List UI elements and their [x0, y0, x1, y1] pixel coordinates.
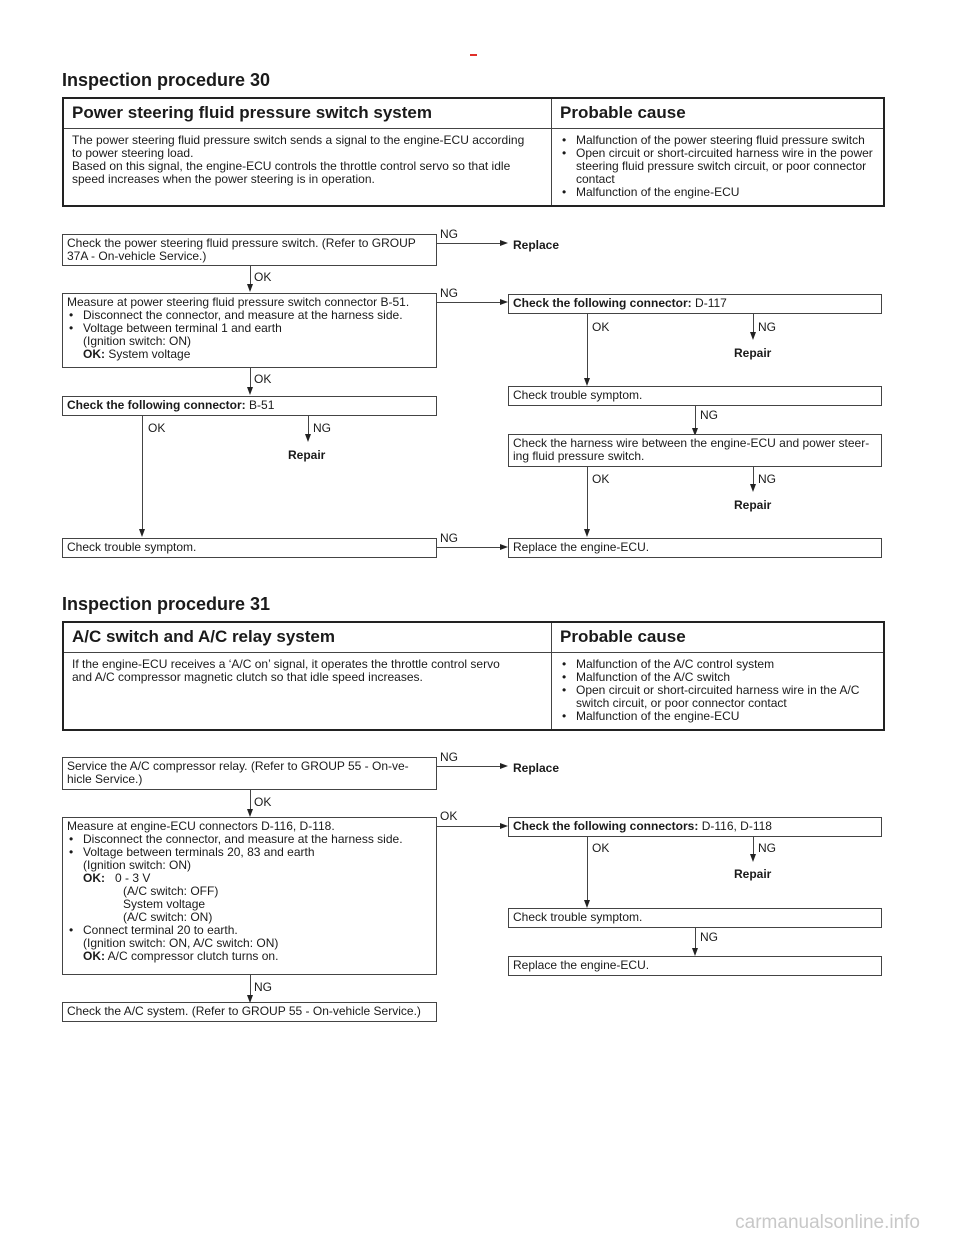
arrow-down-icon [139, 529, 145, 537]
ng-label: NG [440, 531, 458, 545]
system-name: Power steering fluid pressure switch system [72, 103, 432, 122]
arrow-right-icon [500, 763, 508, 769]
ng-label: NG [313, 421, 331, 435]
ok-label: OK [592, 472, 610, 486]
ok-label: OK [148, 421, 166, 435]
step-check-d117: Check the following connector: D-117 [508, 294, 882, 314]
ng-label: NG [758, 320, 776, 334]
cause-list [552, 653, 883, 729]
system-name: A/C switch and A/C relay system [72, 627, 335, 646]
repair-result: Repair [734, 346, 772, 360]
ng-label: NG [440, 227, 458, 241]
description: If the engine-ECU receives a ‘A/C on’ signal, it operates the throttle control servo and A/C compressor magnetic clutch so that idle speed increases. [72, 657, 500, 684]
step-check-trouble: Check trouble symptom. [508, 386, 882, 406]
procedure-30-title: Inspection procedure 30 [62, 70, 271, 90]
description: The power steering fluid pressure switch sends a signal to the engine-ECU according to power steering load. Based on this signal, the engine-ECU controls the throttle control servo so that idle speed increases when the power steering is in operation. [72, 133, 525, 186]
step-check-harness: Check the harness wire between the engine-ECU and power steer- ing fluid pressure switch. [508, 434, 882, 467]
procedure-31-table [62, 621, 885, 731]
probable-cause-header: Probable cause [560, 103, 686, 122]
procedure-30-table [62, 97, 885, 207]
arrow-right-icon [500, 544, 508, 550]
cause-list [552, 129, 883, 205]
arrow-right-icon [500, 240, 508, 246]
replace-result: Replace [513, 761, 560, 775]
repair-result: Repair [734, 498, 772, 512]
ok-label: OK [592, 841, 610, 855]
repair-result: Repair [734, 867, 772, 881]
ok-label: OK [592, 320, 610, 334]
ng-label: NG [758, 841, 776, 855]
cause-item: • Malfunction of the engine-ECU [560, 710, 875, 723]
ng-label: NG [700, 408, 718, 422]
step-check-trouble: Check trouble symptom. [508, 908, 882, 928]
step-check-switch: Check the power steering fluid pressure switch. (Refer to GROUP 37A - On-vehicle Service.) [62, 234, 437, 266]
probable-cause-header: Probable cause [560, 627, 686, 646]
arrow-down-icon [305, 434, 311, 442]
cause-item: • Malfunction of the power steering fluid pressure switch [560, 134, 875, 147]
arrow-down-icon [247, 387, 253, 395]
arrow-down-icon [247, 284, 253, 292]
ok-label: OK [254, 372, 272, 386]
step-check-connectors: Check the following connectors: D-116, D-118 [508, 817, 882, 837]
ok-label: OK [440, 809, 458, 823]
arrow-down-icon [584, 378, 590, 386]
ng-label: NG [440, 750, 458, 764]
step-replace-ecu: Replace the engine-ECU. [508, 538, 882, 558]
ng-label: NG [440, 286, 458, 300]
ok-label: OK [254, 270, 272, 284]
arrow-down-icon [750, 854, 756, 862]
ng-label: NG [254, 980, 272, 994]
arrow-right-icon [500, 823, 508, 829]
step-measure-b51: Measure at power steering fluid pressure switch connector B-51. • Disconnect the connector, and measure at the harness side. • Voltage between terminal 1 and earth (Ignition switch: ON) OK: System voltage [62, 293, 437, 368]
cause-item: • Open circuit or short-circuited harness wire in the A/C switch circuit, or poor connector contact [560, 684, 875, 710]
arrow-right-icon [500, 299, 508, 305]
cause-item: • Open circuit or short-circuited harness wire in the power steering fluid pressure switch circuit, or poor connector contact [560, 147, 875, 186]
arrow-down-icon [584, 529, 590, 537]
repair-result: Repair [288, 448, 326, 462]
ng-label: NG [758, 472, 776, 486]
step-check-trouble-left: Check trouble symptom. [62, 538, 437, 558]
replace-result: Replace [513, 238, 560, 252]
cause-item: • Malfunction of the A/C switch [560, 671, 875, 684]
arrow-down-icon [750, 332, 756, 340]
header-dash-mark [470, 54, 477, 56]
arrow-down-icon [247, 809, 253, 817]
step-check-ac-system: Check the A/C system. (Refer to GROUP 55 - On-vehicle Service.) [62, 1002, 437, 1022]
watermark: carmanualsonline.info [735, 1212, 920, 1233]
cause-item: • Malfunction of the A/C control system [560, 658, 875, 671]
step-measure-ecu: Measure at engine-ECU connectors D-116, D-118. • Disconnect the connector, and measure at the harness side. • Voltage between terminals 20, 83 and earth (Ignition switch: ON) OK: 0 - 3 V (A/C switch: OFF) System voltage (A/C switch: ON) • Connect terminal 20 to earth. (Ignition switch: ON, A/C switch: ON) OK: A/C compressor clutch turns on. [62, 817, 437, 975]
arrow-down-icon [584, 900, 590, 908]
arrow-down-icon [692, 948, 698, 956]
procedure-31-title: Inspection procedure 31 [62, 594, 271, 614]
step-service-relay: Service the A/C compressor relay. (Refer to GROUP 55 - On-ve- hicle Service.) [62, 757, 437, 790]
arrow-down-icon [750, 484, 756, 492]
step-replace-ecu: Replace the engine-ECU. [508, 956, 882, 976]
ng-label: NG [700, 930, 718, 944]
cause-item: • Malfunction of the engine-ECU [560, 186, 875, 199]
ok-label: OK [254, 795, 272, 809]
step-check-b51: Check the following connector: B-51 [62, 396, 437, 416]
